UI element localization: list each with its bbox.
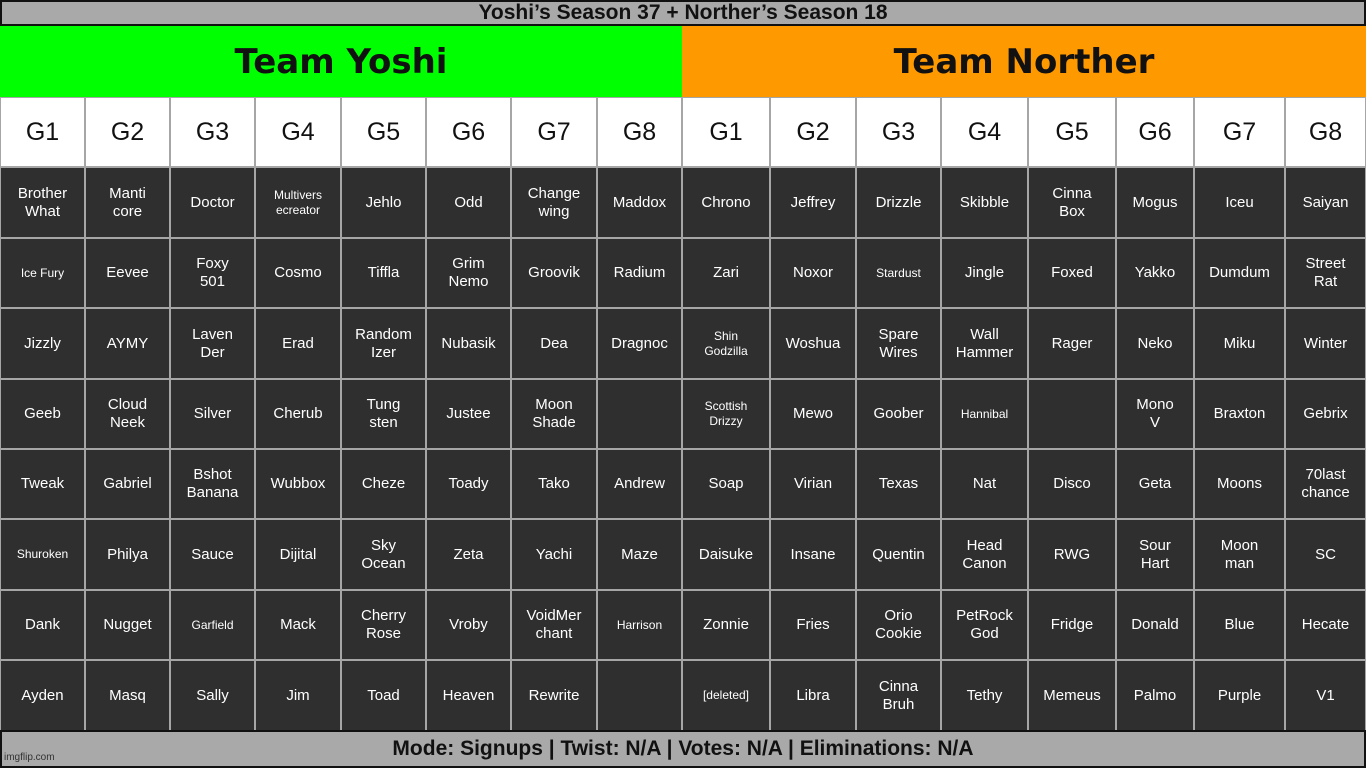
player-cell: Braxton (1194, 379, 1285, 449)
column-header: G3 (170, 97, 255, 167)
column-header: G6 (426, 97, 511, 167)
player-cell: Groovik (511, 238, 597, 308)
player-cell: Silver (170, 379, 255, 449)
column-header: G8 (1285, 97, 1366, 167)
player-cell: Nubasik (426, 308, 511, 379)
player-cell: Insane (770, 519, 856, 590)
player-cell: [deleted] (682, 660, 770, 731)
column-header: G1 (682, 97, 770, 167)
player-cell: Shin Godzilla (682, 308, 770, 379)
player-cell: Doctor (170, 167, 255, 238)
column-header: G6 (1116, 97, 1194, 167)
player-cell: Gabriel (85, 449, 170, 519)
column-header: G7 (1194, 97, 1285, 167)
player-cell: Cloud Neek (85, 379, 170, 449)
player-cell: Zonnie (682, 590, 770, 660)
team-header-row (0, 26, 1366, 97)
team-norther-header: Team Norther (682, 26, 1366, 97)
player-cell: Nugget (85, 590, 170, 660)
player-cell: Orio Cookie (856, 590, 941, 660)
column-header: G8 (597, 97, 682, 167)
player-cell: Jeffrey (770, 167, 856, 238)
player-cell: Nat (941, 449, 1028, 519)
player-cell: Brother What (0, 167, 85, 238)
player-cell: Noxor (770, 238, 856, 308)
player-cell: Radium (597, 238, 682, 308)
column-header: G2 (85, 97, 170, 167)
player-cell: AYMY (85, 308, 170, 379)
player-cell: Soap (682, 449, 770, 519)
player-cell: Grim Nemo (426, 238, 511, 308)
player-cell: Neko (1116, 308, 1194, 379)
player-cell: Dragnoc (597, 308, 682, 379)
player-cell: Virian (770, 449, 856, 519)
player-cell: Geta (1116, 449, 1194, 519)
player-cell: Dea (511, 308, 597, 379)
player-cell: Random Izer (341, 308, 426, 379)
player-cell: Fridge (1028, 590, 1116, 660)
player-cell: Stardust (856, 238, 941, 308)
watermark: imgflip.com (4, 752, 55, 763)
column-header: G4 (941, 97, 1028, 167)
player-cell: Ice Fury (0, 238, 85, 308)
player-cell: Cherub (255, 379, 341, 449)
status-footer: Mode: Signups | Twist: N/A | Votes: N/A | Eliminations: N/A (0, 730, 1366, 768)
player-cell: Toady (426, 449, 511, 519)
player-cell: Foxy 501 (170, 238, 255, 308)
player-cell: Blue (1194, 590, 1285, 660)
column-header: G2 (770, 97, 856, 167)
player-cell: Harrison (597, 590, 682, 660)
player-cell: Saiyan (1285, 167, 1366, 238)
player-cell: 70last chance (1285, 449, 1366, 519)
player-cell: Hecate (1285, 590, 1366, 660)
player-cell: Cinna Box (1028, 167, 1116, 238)
player-cell: Masq (85, 660, 170, 731)
player-cell: Mono V (1116, 379, 1194, 449)
player-cell: Sally (170, 660, 255, 731)
player-cell: Change wing (511, 167, 597, 238)
column-header: G5 (1028, 97, 1116, 167)
player-cell: Wall Hammer (941, 308, 1028, 379)
player-cell (597, 660, 682, 731)
player-cell: Tweak (0, 449, 85, 519)
player-cell: Disco (1028, 449, 1116, 519)
player-cell: Drizzle (856, 167, 941, 238)
player-cell: Toad (341, 660, 426, 731)
player-cell: Tethy (941, 660, 1028, 731)
player-cell: Moon man (1194, 519, 1285, 590)
player-cell: Moon Shade (511, 379, 597, 449)
player-cell: Tiffla (341, 238, 426, 308)
player-cell: Cheze (341, 449, 426, 519)
player-cell: Justee (426, 379, 511, 449)
player-cell: Zari (682, 238, 770, 308)
player-cell: Purple (1194, 660, 1285, 731)
player-cell: Chrono (682, 167, 770, 238)
player-cell (597, 379, 682, 449)
player-cell: Libra (770, 660, 856, 731)
page-title: Yoshi’s Season 37 + Norther’s Season 18 (0, 0, 1366, 26)
column-header: G3 (856, 97, 941, 167)
player-cell: Bshot Banana (170, 449, 255, 519)
player-cell: Dank (0, 590, 85, 660)
player-cell: Street Rat (1285, 238, 1366, 308)
player-cell: Tung sten (341, 379, 426, 449)
player-cell: Erad (255, 308, 341, 379)
column-header: G7 (511, 97, 597, 167)
player-cell: Dumdum (1194, 238, 1285, 308)
player-cell: RWG (1028, 519, 1116, 590)
player-cell: Cinna Bruh (856, 660, 941, 731)
column-header: G5 (341, 97, 426, 167)
player-cell: Dijital (255, 519, 341, 590)
player-cell: Mewo (770, 379, 856, 449)
player-cell: Miku (1194, 308, 1285, 379)
player-cell: Goober (856, 379, 941, 449)
player-cell: Head Canon (941, 519, 1028, 590)
column-header: G4 (255, 97, 341, 167)
player-cell: Spare Wires (856, 308, 941, 379)
player-cell: Ayden (0, 660, 85, 731)
player-cell: Hannibal (941, 379, 1028, 449)
player-cell: Yachi (511, 519, 597, 590)
player-cell: Fries (770, 590, 856, 660)
player-cell: Manti core (85, 167, 170, 238)
player-cell: Quentin (856, 519, 941, 590)
player-cell: Cherry Rose (341, 590, 426, 660)
player-cell: Winter (1285, 308, 1366, 379)
player-cell: Shuroken (0, 519, 85, 590)
player-cell: Jizzly (0, 308, 85, 379)
player-cell: Sour Hart (1116, 519, 1194, 590)
player-cell: Yakko (1116, 238, 1194, 308)
player-cell: Maze (597, 519, 682, 590)
player-cell: Rager (1028, 308, 1116, 379)
player-cell: Memeus (1028, 660, 1116, 731)
player-cell: Geeb (0, 379, 85, 449)
player-cell: Daisuke (682, 519, 770, 590)
player-cell: Jehlo (341, 167, 426, 238)
player-cell: Cosmo (255, 238, 341, 308)
player-cell: Moons (1194, 449, 1285, 519)
player-cell: Skibble (941, 167, 1028, 238)
team-yoshi-header: Team Yoshi (0, 26, 682, 97)
player-cell: Palmo (1116, 660, 1194, 731)
player-cell: Donald (1116, 590, 1194, 660)
player-cell: Jim (255, 660, 341, 731)
player-cell: V1 (1285, 660, 1366, 731)
player-cell: PetRock God (941, 590, 1028, 660)
player-cell: Foxed (1028, 238, 1116, 308)
player-cell: Woshua (770, 308, 856, 379)
player-cell: Mogus (1116, 167, 1194, 238)
player-cell: Gebrix (1285, 379, 1366, 449)
player-cell: SC (1285, 519, 1366, 590)
player-cell: Laven Der (170, 308, 255, 379)
player-cell: Rewrite (511, 660, 597, 731)
player-cell: Texas (856, 449, 941, 519)
player-cell: Mack (255, 590, 341, 660)
player-cell: Sauce (170, 519, 255, 590)
column-header: G1 (0, 97, 85, 167)
roster-grid (0, 97, 1366, 730)
player-cell: Iceu (1194, 167, 1285, 238)
player-cell: Garfield (170, 590, 255, 660)
player-cell: Wubbox (255, 449, 341, 519)
player-cell: Jingle (941, 238, 1028, 308)
player-cell: Tako (511, 449, 597, 519)
player-cell: Scottish Drizzy (682, 379, 770, 449)
player-cell: Sky Ocean (341, 519, 426, 590)
player-cell: VoidMer chant (511, 590, 597, 660)
player-cell (1028, 379, 1116, 449)
player-cell: Vroby (426, 590, 511, 660)
player-cell: Eevee (85, 238, 170, 308)
player-cell: Multivers ecreator (255, 167, 341, 238)
player-cell: Heaven (426, 660, 511, 731)
player-cell: Philya (85, 519, 170, 590)
player-cell: Andrew (597, 449, 682, 519)
player-cell: Maddox (597, 167, 682, 238)
player-cell: Zeta (426, 519, 511, 590)
player-cell: Odd (426, 167, 511, 238)
